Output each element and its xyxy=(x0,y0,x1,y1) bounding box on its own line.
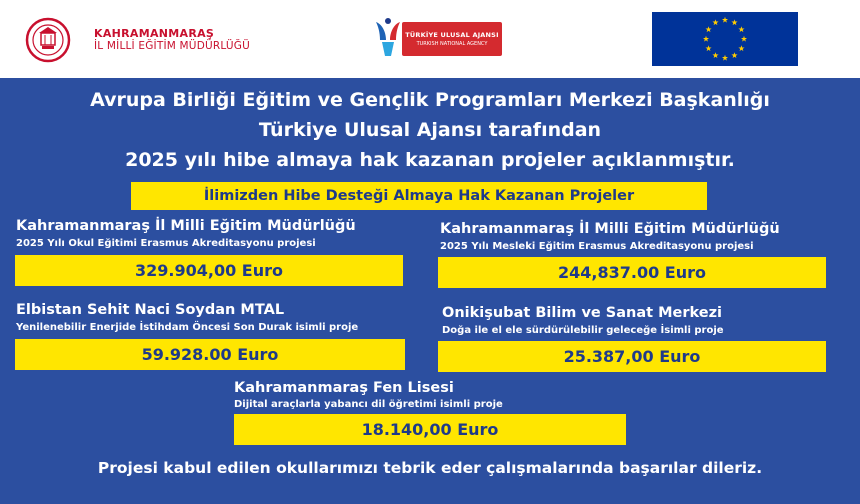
congratulations-footer: Projesi kabul edilen okullarımızı tebrik eder çalışmalarında başarılar dileriz. xyxy=(97,459,763,477)
headline-line1: Avrupa Birliği Eğitim ve Gençlik Programları Merkezi Başkanlığı xyxy=(90,89,770,111)
project-2-name: Kahramanmaraş İl Milli Eğitim Müdürlüğü xyxy=(440,221,780,237)
national-agency-badge xyxy=(402,22,502,56)
project-3-name: Elbistan Sehit Naci Soydan MTAL xyxy=(16,302,285,318)
meb-emblem-logo xyxy=(12,16,84,64)
project-1-name: Kahramanmaraş İl Milli Eğitim Müdürlüğü xyxy=(16,218,356,234)
meb-title-line2: İL MİLLİ EĞİTİM MÜDÜRLÜĞÜ xyxy=(94,40,250,52)
project-2-description: 2025 Yılı Mesleki Eğitim Erasmus Akreditasyonu projesi xyxy=(440,241,754,252)
headline-line2: Türkiye Ulusal Ajansı tarafından xyxy=(258,119,602,141)
project-1-description: 2025 Yılı Okul Eğitimi Erasmus Akreditasyonu projesi xyxy=(16,238,316,249)
header-bar xyxy=(0,0,860,78)
project-2-amount: 244,837.00 Euro xyxy=(438,257,826,288)
project-4-amount: 25.387,00 Euro xyxy=(438,341,826,372)
meb-title-line1: KAHRAMANMARAŞ xyxy=(94,27,215,40)
agency-name: TÜRKİYE ULUSAL AJANSI xyxy=(405,31,499,39)
project-3-amount: 59.928.00 Euro xyxy=(15,339,405,370)
project-5-name: Kahramanmaraş Fen Lisesi xyxy=(234,380,454,396)
agency-name-en: TURKISH NATIONAL AGENCY xyxy=(416,41,488,47)
project-4-description: Doğa ile el ele sürdürülebilir geleceğe İsimli proje xyxy=(442,325,724,336)
eu-flag-icon xyxy=(652,12,798,66)
project-4-name: Onikişubat Bilim ve Sanat Merkezi xyxy=(442,305,723,321)
project-5-amount: 18.140,00 Euro xyxy=(234,414,626,445)
project-1-amount: 329.904,00 Euro xyxy=(15,255,403,286)
projects-banner: İlimizden Hibe Desteği Almaya Hak Kazanan Projeler xyxy=(131,182,707,210)
project-5-description: Dijital araçlarla yabancı dil öğretimi isimli proje xyxy=(234,399,503,410)
headline-line3: 2025 yılı hibe almaya hak kazanan projeler açıklanmıştır. xyxy=(125,149,735,171)
meb-title xyxy=(94,27,250,53)
project-3-description: Yenilenebilir Enerjide İstihdam Öncesi Son Durak isimli proje xyxy=(16,322,359,333)
